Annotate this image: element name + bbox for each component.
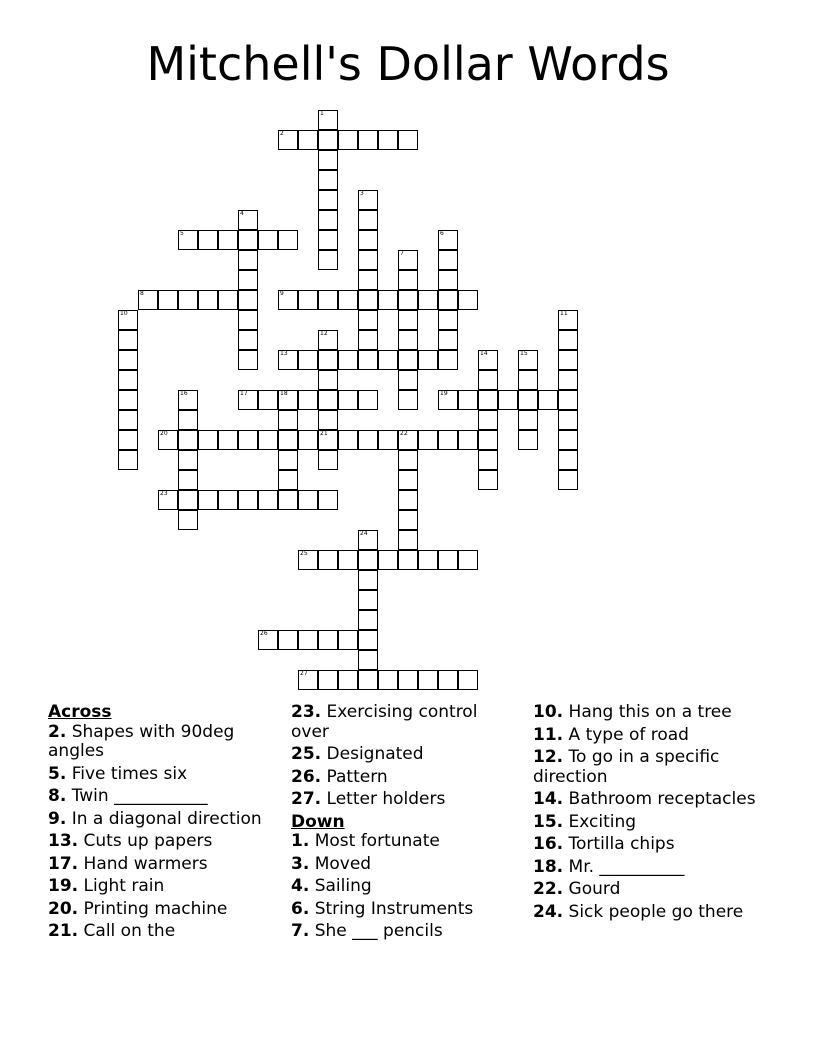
clue-down-10: 10. Hang this on a tree xyxy=(533,702,732,722)
grid-cell[interactable] xyxy=(318,390,338,410)
grid-cell[interactable] xyxy=(178,490,198,510)
grid-cell[interactable] xyxy=(218,430,238,450)
cell-number: 14 xyxy=(480,350,488,357)
grid-cell[interactable] xyxy=(298,350,318,370)
grid-cell[interactable] xyxy=(318,150,338,170)
grid-cell[interactable] xyxy=(438,330,458,350)
grid-cell[interactable] xyxy=(238,430,258,450)
grid-cell[interactable] xyxy=(118,430,138,450)
grid-cell[interactable] xyxy=(458,390,478,410)
grid-cell[interactable] xyxy=(518,370,538,390)
grid-cell[interactable] xyxy=(118,310,138,330)
grid-cell[interactable] xyxy=(338,670,358,690)
grid-cell[interactable] xyxy=(358,270,378,290)
clue-across-2: 2. Shapes with 90deg angles xyxy=(48,721,235,761)
clue-across-20: 20. Printing machine xyxy=(48,898,228,919)
grid-cell[interactable] xyxy=(438,270,458,290)
grid-cell[interactable] xyxy=(178,450,198,470)
grid-cell[interactable] xyxy=(358,330,378,350)
grid-cell[interactable] xyxy=(378,550,398,570)
grid-cell[interactable] xyxy=(378,130,398,150)
grid-cell[interactable] xyxy=(118,390,138,410)
grid-cell[interactable] xyxy=(238,230,258,250)
grid-cell[interactable] xyxy=(398,370,418,390)
grid-cell[interactable] xyxy=(418,670,438,690)
grid-cell[interactable] xyxy=(558,390,578,410)
clue-across-21: 21. Call on the xyxy=(48,921,176,941)
cell-number: 15 xyxy=(520,350,528,357)
grid-cell[interactable] xyxy=(118,370,138,390)
grid-cell[interactable] xyxy=(358,390,378,410)
grid-cell[interactable] xyxy=(198,490,218,510)
grid-cell[interactable] xyxy=(318,630,338,650)
grid-cell[interactable] xyxy=(158,290,178,310)
grid-cell[interactable] xyxy=(118,350,138,370)
grid-cell[interactable] xyxy=(438,230,458,250)
grid-cell[interactable] xyxy=(398,450,418,470)
grid-cell[interactable] xyxy=(358,130,378,150)
grid-cell[interactable] xyxy=(278,430,298,450)
grid-cell[interactable] xyxy=(258,430,278,450)
grid-cell[interactable] xyxy=(358,590,378,610)
grid-cell[interactable] xyxy=(358,610,378,630)
cell-number: 11 xyxy=(560,310,568,317)
grid-cell[interactable] xyxy=(398,330,418,350)
grid-cell[interactable] xyxy=(398,530,418,550)
grid-cell[interactable] xyxy=(558,410,578,430)
grid-cell[interactable] xyxy=(338,130,358,150)
grid-cell[interactable] xyxy=(238,350,258,370)
cell-number: 16 xyxy=(180,390,188,397)
grid-cell[interactable] xyxy=(358,210,378,230)
grid-cell[interactable] xyxy=(218,290,238,310)
grid-cell[interactable] xyxy=(438,430,458,450)
grid-cell[interactable] xyxy=(258,230,278,250)
grid-cell[interactable] xyxy=(178,230,198,250)
grid-cell[interactable] xyxy=(178,470,198,490)
grid-cell[interactable] xyxy=(398,290,418,310)
grid-cell[interactable] xyxy=(438,290,458,310)
cell-number: 6 xyxy=(440,230,444,237)
grid-cell[interactable] xyxy=(278,450,298,470)
grid-cell[interactable] xyxy=(398,390,418,410)
cell-number: 7 xyxy=(400,250,404,257)
grid-cell[interactable] xyxy=(178,290,198,310)
grid-cell[interactable] xyxy=(238,270,258,290)
cell-number: 10 xyxy=(120,310,128,317)
grid-cell[interactable] xyxy=(138,290,158,310)
grid-cell[interactable] xyxy=(418,290,438,310)
clue-column-3 xyxy=(533,703,773,925)
grid-cell[interactable] xyxy=(318,410,338,430)
grid-cell[interactable] xyxy=(398,670,418,690)
grid-cell[interactable] xyxy=(458,290,478,310)
grid-cell[interactable] xyxy=(118,410,138,430)
grid-cell[interactable] xyxy=(558,470,578,490)
grid-cell[interactable] xyxy=(318,550,338,570)
grid-cell[interactable] xyxy=(118,330,138,350)
grid-cell[interactable] xyxy=(558,430,578,450)
grid-cell[interactable] xyxy=(398,550,418,570)
clue-across-26: 26. Pattern xyxy=(291,766,388,787)
clue-across-25: 25. Designated xyxy=(291,744,424,764)
clue-across-23: 23. Exercising control over xyxy=(291,702,478,742)
clue-across-19: 19. Light rain xyxy=(48,876,165,896)
cell-number: 25 xyxy=(300,550,308,557)
grid-cell[interactable] xyxy=(538,390,558,410)
grid-cell[interactable] xyxy=(178,510,198,530)
clue-down-1: 1. Most fortunate xyxy=(291,831,440,851)
grid-cell[interactable] xyxy=(178,430,198,450)
grid-cell[interactable] xyxy=(238,250,258,270)
clue-across-13: 13. Cuts up papers xyxy=(48,831,213,851)
grid-cell[interactable] xyxy=(258,490,278,510)
grid-cell[interactable] xyxy=(398,490,418,510)
grid-cell[interactable] xyxy=(338,390,358,410)
grid-cell[interactable] xyxy=(278,630,298,650)
grid-cell[interactable] xyxy=(318,230,338,250)
clue-down-7: 7. She ___ pencils xyxy=(291,921,443,941)
grid-cell[interactable] xyxy=(198,430,218,450)
grid-cell[interactable] xyxy=(318,370,338,390)
grid-cell[interactable] xyxy=(298,430,318,450)
grid-cell[interactable] xyxy=(558,370,578,390)
grid-cell[interactable] xyxy=(318,450,338,470)
grid-cell[interactable] xyxy=(378,670,398,690)
grid-cell[interactable] xyxy=(318,110,338,130)
grid-cell[interactable] xyxy=(358,250,378,270)
grid-cell[interactable] xyxy=(318,430,338,450)
grid-cell[interactable] xyxy=(258,630,278,650)
grid-cell[interactable] xyxy=(438,550,458,570)
grid-cell[interactable] xyxy=(478,390,498,410)
grid-cell[interactable] xyxy=(518,430,538,450)
cell-number: 24 xyxy=(360,530,368,537)
clue-down-3: 3. Moved xyxy=(291,853,372,874)
cell-number: 1 xyxy=(320,110,324,117)
clue-column-2 xyxy=(291,703,516,945)
cell-number: 13 xyxy=(280,350,288,357)
grid-cell[interactable] xyxy=(338,290,358,310)
grid-cell[interactable] xyxy=(558,330,578,350)
cell-number: 17 xyxy=(240,390,248,397)
grid-cell[interactable] xyxy=(298,290,318,310)
down-heading: Down xyxy=(291,811,345,832)
grid-cell[interactable] xyxy=(458,550,478,570)
grid-cell[interactable] xyxy=(158,490,178,510)
cell-number: 12 xyxy=(320,330,328,337)
grid-cell[interactable] xyxy=(278,290,298,310)
grid-cell[interactable] xyxy=(478,430,498,450)
clue-down-14: 14. Bathroom receptacles xyxy=(533,789,756,809)
cell-number: 2 xyxy=(280,130,284,137)
grid-cell[interactable] xyxy=(418,550,438,570)
clue-across-27: 27. Letter holders xyxy=(291,789,446,809)
across-heading: Across xyxy=(48,702,112,722)
grid-cell[interactable] xyxy=(318,490,338,510)
grid-cell[interactable] xyxy=(438,390,458,410)
grid-cell[interactable] xyxy=(418,430,438,450)
cell-number: 8 xyxy=(140,290,144,297)
cell-number: 3 xyxy=(360,190,364,197)
clue-column-1 xyxy=(48,703,278,945)
cell-number: 18 xyxy=(280,390,288,397)
grid-cell[interactable] xyxy=(358,230,378,250)
grid-cell[interactable] xyxy=(358,430,378,450)
grid-cell[interactable] xyxy=(218,230,238,250)
grid-cell[interactable] xyxy=(298,390,318,410)
grid-cell[interactable] xyxy=(238,290,258,310)
grid-cell[interactable] xyxy=(358,190,378,210)
clue-down-11: 11. A type of road xyxy=(533,724,689,745)
grid-cell[interactable] xyxy=(198,230,218,250)
grid-cell[interactable] xyxy=(318,330,338,350)
grid-cell[interactable] xyxy=(318,130,338,150)
grid-cell[interactable] xyxy=(378,290,398,310)
grid-cell[interactable] xyxy=(318,350,338,370)
grid-cell[interactable] xyxy=(398,270,418,290)
grid-cell[interactable] xyxy=(338,630,358,650)
grid-cell[interactable] xyxy=(178,410,198,430)
grid-cell[interactable] xyxy=(358,650,378,670)
grid-cell[interactable] xyxy=(358,290,378,310)
cell-number: 27 xyxy=(300,670,308,677)
clue-across-8: 8. Twin ___________ xyxy=(48,786,208,806)
grid-cell[interactable] xyxy=(298,490,318,510)
grid-cell[interactable] xyxy=(358,310,378,330)
grid-cell[interactable] xyxy=(178,390,198,410)
grid-cell[interactable] xyxy=(318,190,338,210)
grid-cell[interactable] xyxy=(318,210,338,230)
grid-cell[interactable] xyxy=(238,310,258,330)
grid-cell[interactable] xyxy=(358,350,378,370)
clue-down-18: 18. Mr. __________ xyxy=(533,856,685,877)
grid-cell[interactable] xyxy=(398,350,418,370)
grid-cell[interactable] xyxy=(318,170,338,190)
grid-cell[interactable] xyxy=(358,630,378,650)
grid-cell[interactable] xyxy=(558,450,578,470)
clue-down-22: 22. Gourd xyxy=(533,879,621,899)
grid-cell[interactable] xyxy=(118,450,138,470)
cell-number: 5 xyxy=(180,230,184,237)
cell-number: 19 xyxy=(440,390,448,397)
grid-cell[interactable] xyxy=(398,470,418,490)
cell-number: 23 xyxy=(160,490,168,497)
grid-cell[interactable] xyxy=(518,390,538,410)
grid-cell[interactable] xyxy=(378,430,398,450)
grid-cell[interactable] xyxy=(558,350,578,370)
clue-across-5: 5. Five times six xyxy=(48,763,188,784)
grid-cell[interactable] xyxy=(358,550,378,570)
grid-cell[interactable] xyxy=(478,450,498,470)
grid-cell[interactable] xyxy=(238,490,258,510)
grid-cell[interactable] xyxy=(558,310,578,330)
grid-cell[interactable] xyxy=(438,350,458,370)
clue-down-4: 4. Sailing xyxy=(291,876,372,896)
grid-cell[interactable] xyxy=(398,430,418,450)
grid-cell[interactable] xyxy=(318,290,338,310)
grid-cell[interactable] xyxy=(318,670,338,690)
cell-number: 9 xyxy=(280,290,284,297)
clue-across-17: 17. Hand warmers xyxy=(48,853,208,874)
grid-cell[interactable] xyxy=(298,630,318,650)
clue-down-15: 15. Exciting xyxy=(533,811,637,832)
grid-cell[interactable] xyxy=(398,310,418,330)
cell-number: 26 xyxy=(260,630,268,637)
grid-cell[interactable] xyxy=(278,490,298,510)
grid-cell[interactable] xyxy=(398,250,418,270)
page-title: Mitchell's Dollar Words xyxy=(146,37,670,91)
grid-cell[interactable] xyxy=(278,350,298,370)
grid-cell[interactable] xyxy=(338,430,358,450)
grid-cell[interactable] xyxy=(358,530,378,550)
grid-cell[interactable] xyxy=(478,410,498,430)
cell-number: 21 xyxy=(320,430,328,437)
grid-cell[interactable] xyxy=(458,670,478,690)
grid-cell[interactable] xyxy=(478,470,498,490)
grid-cell[interactable] xyxy=(278,410,298,430)
grid-cell[interactable] xyxy=(438,310,458,330)
grid-cell[interactable] xyxy=(158,430,178,450)
clue-down-24: 24. Sick people go there xyxy=(533,901,744,922)
grid-cell[interactable] xyxy=(238,330,258,350)
grid-cell[interactable] xyxy=(298,550,318,570)
grid-cell[interactable] xyxy=(438,670,458,690)
grid-cell[interactable] xyxy=(378,350,398,370)
grid-cell[interactable] xyxy=(398,510,418,530)
grid-cell[interactable] xyxy=(278,130,298,150)
cell-number: 22 xyxy=(400,430,408,437)
cell-number: 20 xyxy=(160,430,168,437)
grid-cell[interactable] xyxy=(278,470,298,490)
grid-cell[interactable] xyxy=(418,350,438,370)
grid-cell[interactable] xyxy=(438,250,458,270)
clue-down-6: 6. String Instruments xyxy=(291,898,474,919)
grid-cell[interactable] xyxy=(338,350,358,370)
grid-cell[interactable] xyxy=(238,390,258,410)
grid-cell[interactable] xyxy=(358,670,378,690)
clue-across-9: 9. In a diagonal direction xyxy=(48,808,262,829)
grid-cell[interactable] xyxy=(318,250,338,270)
cell-number: 4 xyxy=(240,210,244,217)
grid-cell[interactable] xyxy=(518,410,538,430)
grid-cell[interactable] xyxy=(298,670,318,690)
grid-cell[interactable] xyxy=(478,370,498,390)
grid-cell[interactable] xyxy=(278,390,298,410)
grid-cell[interactable] xyxy=(278,230,298,250)
grid-cell[interactable] xyxy=(238,210,258,230)
grid-cell[interactable] xyxy=(518,350,538,370)
grid-cell[interactable] xyxy=(298,130,318,150)
grid-cell[interactable] xyxy=(498,390,518,410)
grid-cell[interactable] xyxy=(398,130,418,150)
grid-cell[interactable] xyxy=(458,430,478,450)
grid-cell[interactable] xyxy=(218,490,238,510)
grid-cell[interactable] xyxy=(258,390,278,410)
grid-cell[interactable] xyxy=(358,570,378,590)
clue-down-12: 12. To go in a specific direction xyxy=(533,747,720,787)
grid-cell[interactable] xyxy=(338,550,358,570)
grid-cell[interactable] xyxy=(478,350,498,370)
grid-cell[interactable] xyxy=(198,290,218,310)
clue-down-16: 16. Tortilla chips xyxy=(533,834,675,854)
